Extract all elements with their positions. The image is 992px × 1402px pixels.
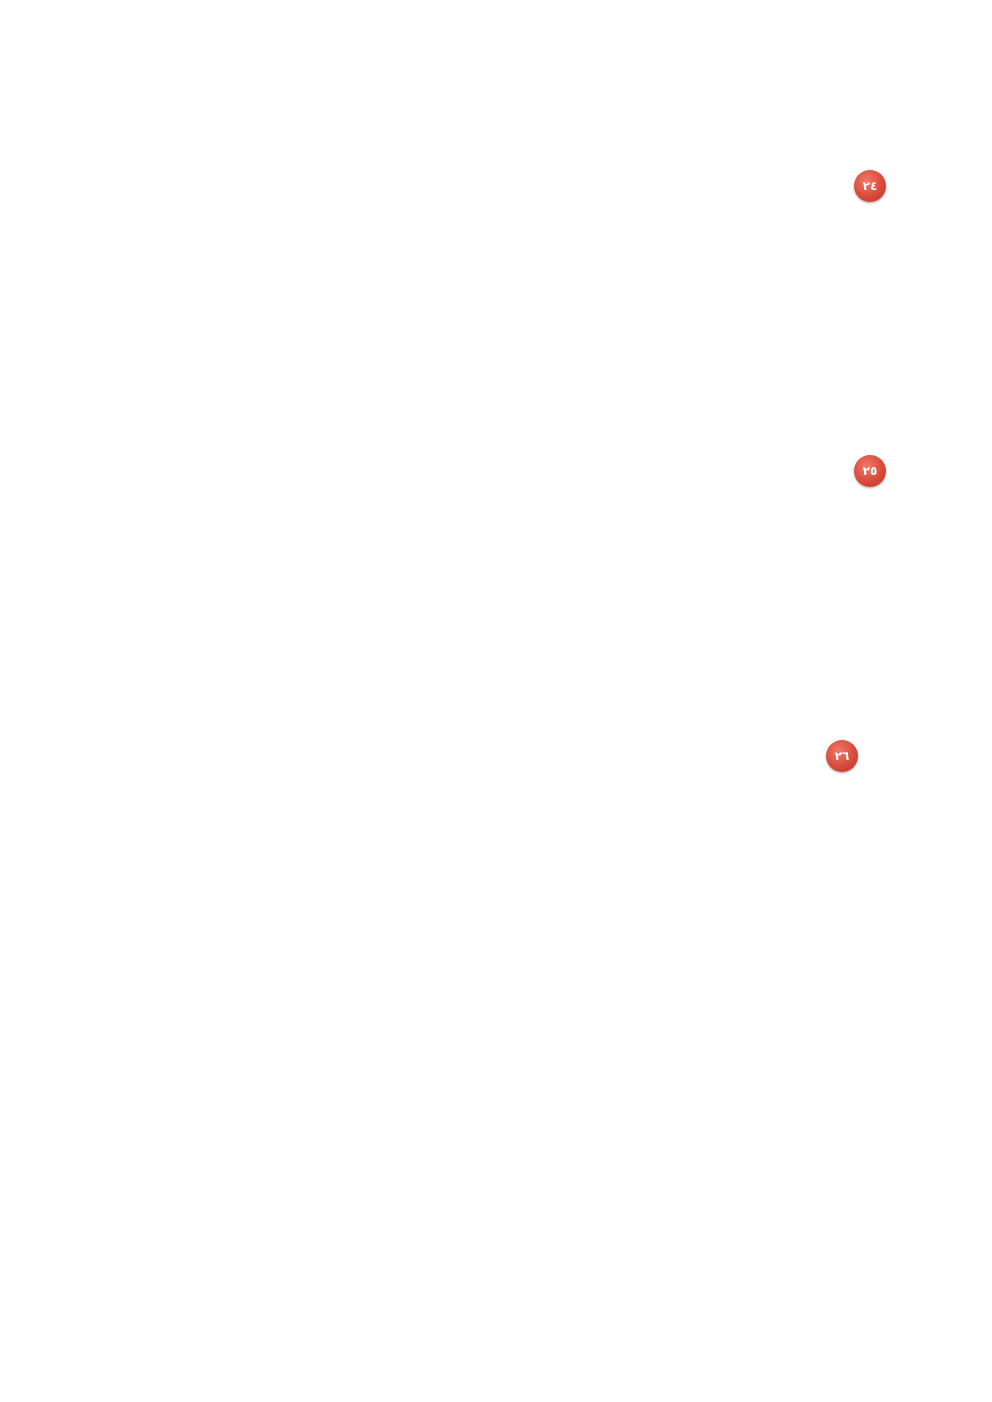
problem-number-badge: ٢٥ [854,455,886,487]
problem-number-badge: ٢٤ [854,170,886,202]
problem-number-badge: ٢٦ [826,740,858,772]
